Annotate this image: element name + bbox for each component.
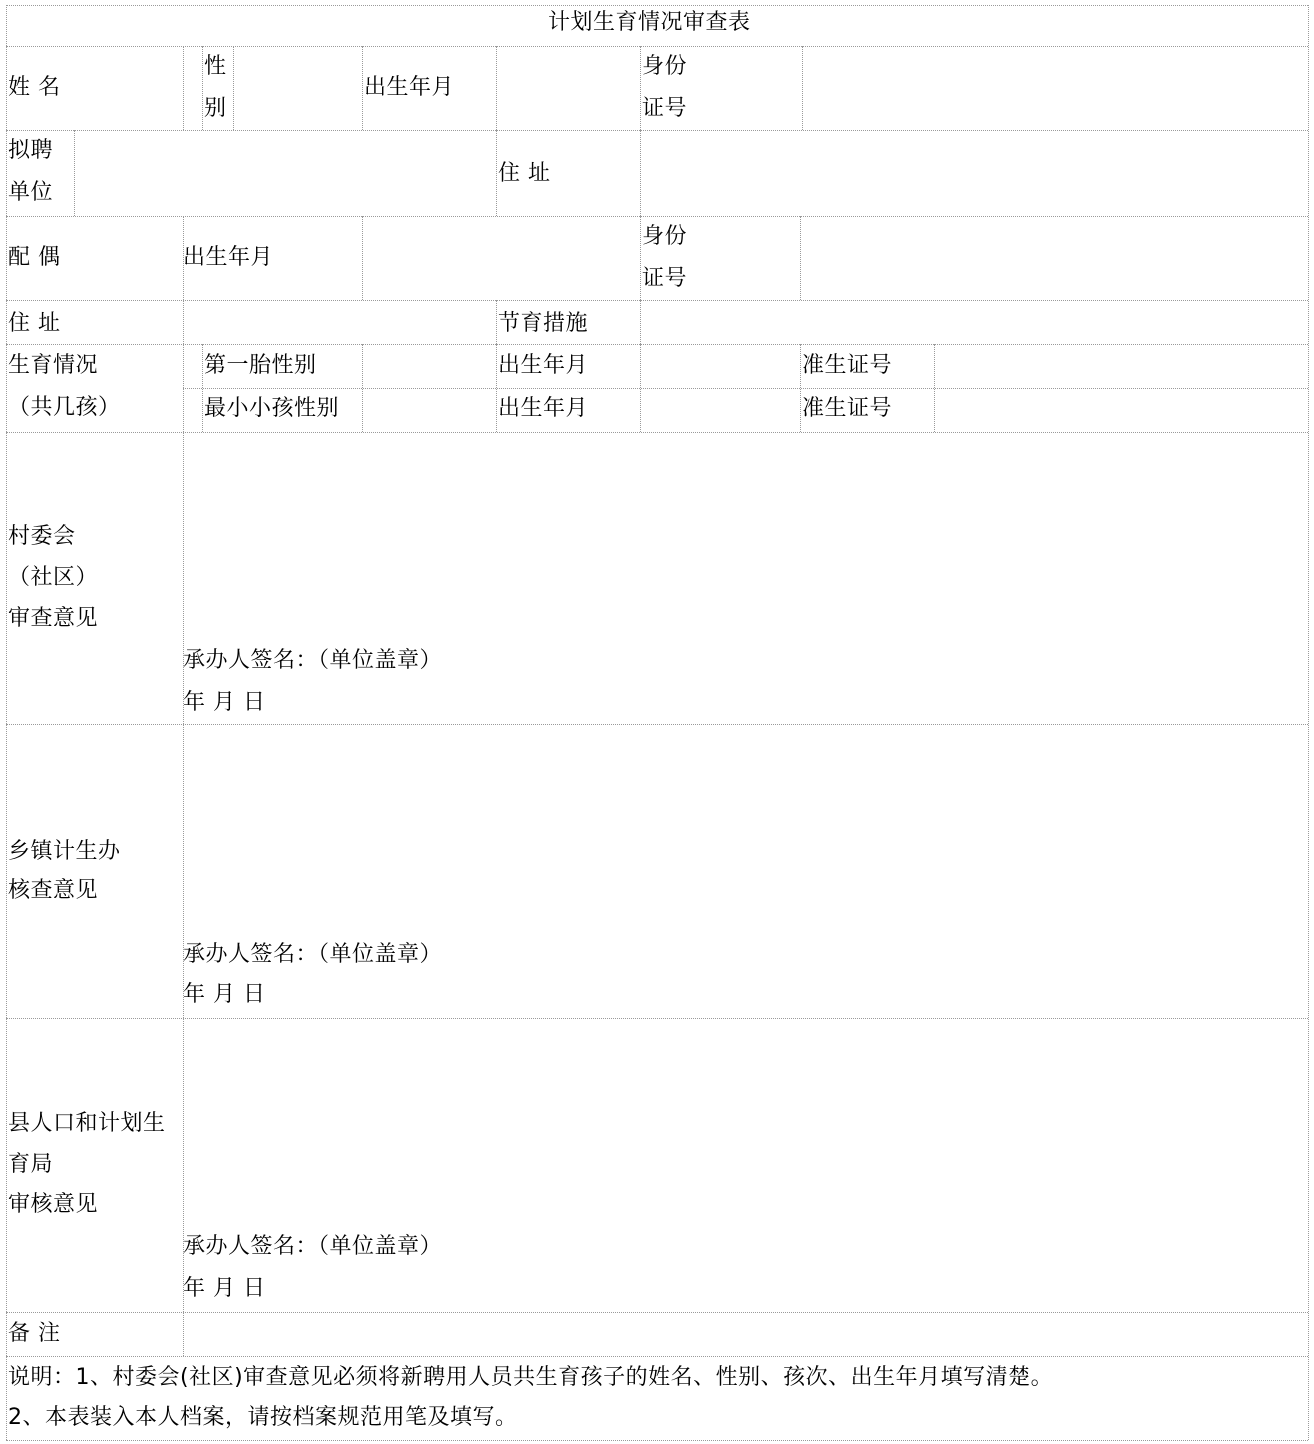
grid-line <box>183 432 184 1356</box>
fertility-status-label: 生育情况 <box>8 353 99 378</box>
grid-line <box>640 216 641 300</box>
grid-line <box>6 300 1308 301</box>
grid-line <box>183 388 1308 389</box>
spouse-id-number-label: 证号 <box>642 266 688 291</box>
signature-line: 承办人签名：（单位盖章） <box>183 1234 443 1259</box>
date-line: 年 月 日 <box>183 690 266 715</box>
grid-line <box>362 344 363 432</box>
signature-line: 承办人签名：（单位盖章） <box>183 648 443 673</box>
id-number-label: 身份 <box>642 54 688 79</box>
village-opinion-label: （社区） <box>8 565 99 590</box>
hiring-unit-label: 拟聘 <box>8 138 54 163</box>
note-line: 说明：1、村委会(社区)审查意见必须将新聘用人员共生育孩子的姓名、性别、孩次、出生年月填写清楚。 <box>8 1365 1054 1390</box>
grid-line <box>6 724 1308 725</box>
grid-line <box>183 46 184 130</box>
township-opinion-label: 核查意见 <box>8 878 99 903</box>
village-opinion-label: 村委会 <box>8 524 76 549</box>
grid-line <box>640 130 641 216</box>
grid-line <box>6 1018 1308 1019</box>
grid-line <box>6 130 1308 131</box>
first-child-gender-label: 第一胎性别 <box>204 353 317 378</box>
grid-line <box>183 344 184 432</box>
note-line: 2、本表装入本人档案，请按档案规范用笔及填写。 <box>8 1405 518 1430</box>
id-number-label: 证号 <box>642 96 688 121</box>
village-opinion-label: 审查意见 <box>8 606 99 631</box>
township-opinion-label: 乡镇计生办 <box>8 839 121 864</box>
grid-line <box>496 130 497 216</box>
date-line: 年 月 日 <box>183 1276 266 1301</box>
gender-label: 性 <box>204 54 227 79</box>
remarks-label: 备 注 <box>8 1321 61 1346</box>
grid-line <box>1308 5 1309 1440</box>
grid-line <box>6 5 1308 6</box>
grid-line <box>496 300 497 344</box>
grid-line <box>802 46 803 130</box>
grid-line <box>202 46 203 130</box>
spouse-address-label: 住 址 <box>8 311 61 336</box>
grid-line <box>362 46 363 130</box>
child-birth-date-label: 出生年月 <box>498 353 589 378</box>
grid-line <box>6 1312 1308 1313</box>
grid-line <box>6 5 7 1440</box>
address-label: 住 址 <box>498 161 551 186</box>
spouse-birth-date-label: 出生年月 <box>183 245 274 270</box>
form-title: 计划生育情况审查表 <box>548 10 751 35</box>
hiring-unit-label: 单位 <box>8 180 54 205</box>
signature-line: 承办人签名：（单位盖章） <box>183 942 443 967</box>
grid-line <box>6 1440 1308 1441</box>
birth-date-label: 出生年月 <box>364 75 455 100</box>
county-opinion-label: 审核意见 <box>8 1192 99 1217</box>
child-birth-date-label: 出生年月 <box>498 396 589 421</box>
grid-line <box>6 216 1308 217</box>
grid-line <box>496 344 497 432</box>
grid-line <box>934 344 935 432</box>
spouse-label: 配 偶 <box>8 245 61 270</box>
grid-line <box>362 216 363 300</box>
grid-line <box>6 1356 1308 1357</box>
date-line: 年 月 日 <box>183 982 266 1007</box>
grid-line <box>202 344 203 432</box>
grid-line <box>800 344 801 432</box>
county-opinion-label: 育局 <box>8 1152 54 1177</box>
birth-permit-label: 准生证号 <box>802 353 893 378</box>
contraception-label: 节育措施 <box>498 311 589 336</box>
grid-line <box>183 300 184 344</box>
grid-line <box>640 46 641 130</box>
county-opinion-label: 县人口和计划生 <box>8 1111 166 1136</box>
spouse-id-number-label: 身份 <box>642 224 688 249</box>
grid-line <box>640 300 641 344</box>
grid-line <box>640 344 641 432</box>
grid-line <box>496 46 497 130</box>
grid-line <box>800 216 801 300</box>
fertility-status-label: （共几孩） <box>8 395 121 420</box>
youngest-child-gender-label: 最小小孩性别 <box>204 396 340 421</box>
grid-line <box>233 46 234 130</box>
grid-line <box>74 130 75 216</box>
birth-permit-label: 准生证号 <box>802 396 893 421</box>
grid-line <box>6 432 1308 433</box>
name-label: 姓 名 <box>8 75 61 100</box>
gender-label: 别 <box>204 96 227 121</box>
